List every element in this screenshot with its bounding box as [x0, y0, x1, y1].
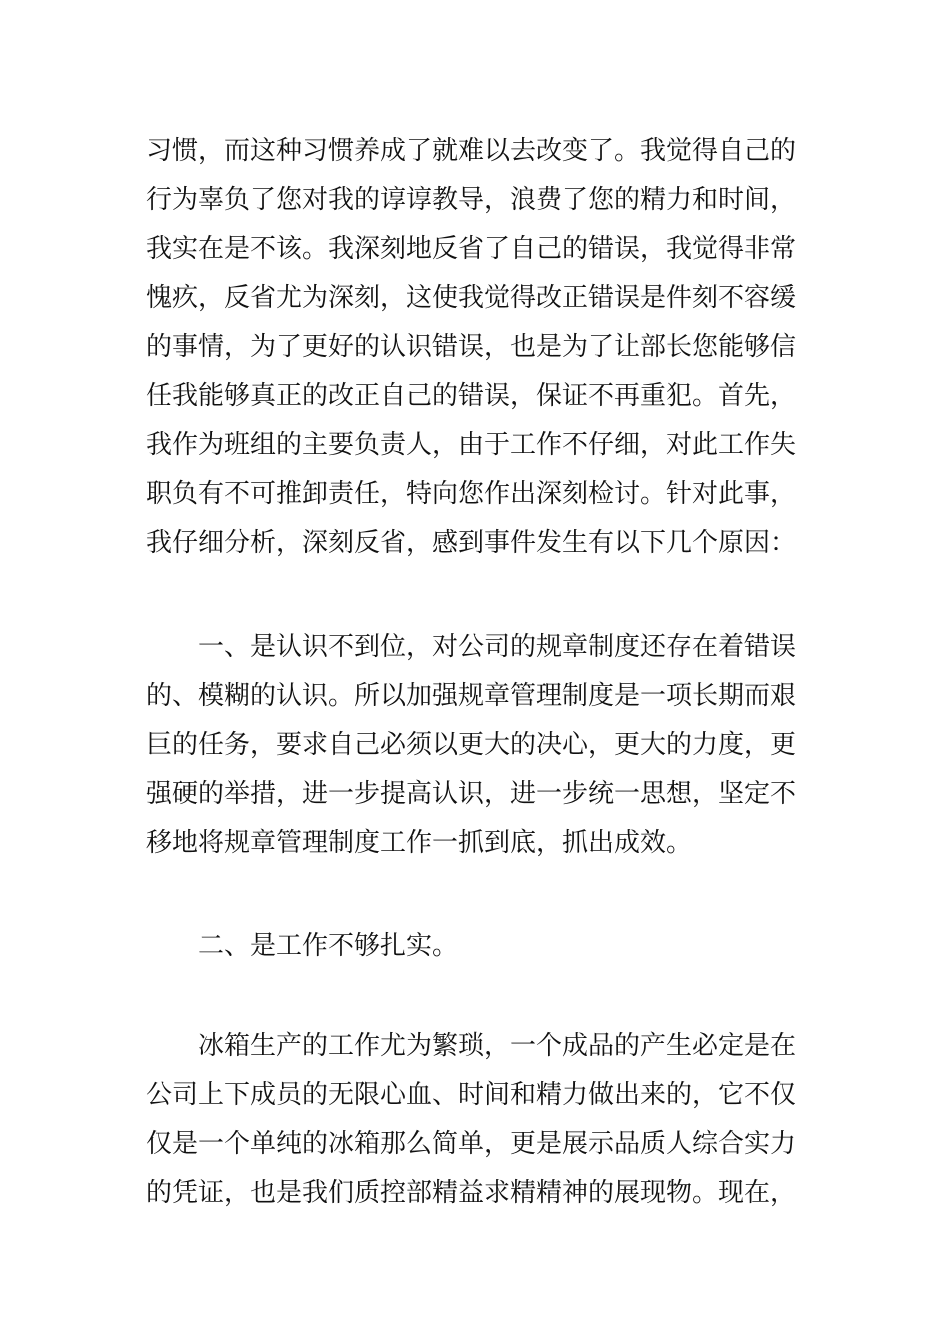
- paragraph-reason-two: [146, 922, 806, 971]
- text-line: 习惯，而这种习惯养成了就难以去改变了。我觉得自己的: [146, 136, 797, 166]
- paragraph-fridge-production: [146, 1022, 806, 1218]
- text-line: 我作为班组的主要负责人，由于工作不仔细，对此工作失: [146, 430, 797, 460]
- paragraph-habit-reflection: [146, 127, 806, 568]
- text-line: 冰箱生产的工作尤为繁琐，一个成品的产生必定是在: [198, 1031, 797, 1061]
- text-line: 仅是一个单纯的冰箱那么简单，更是展示品质人综合实力: [146, 1129, 797, 1159]
- text-line: 一、是认识不到位，对公司的规章制度还存在着错误: [198, 632, 797, 662]
- text-line: 我仔细分析，深刻反省，感到事件发生有以下几个原因：: [146, 528, 797, 558]
- text-line: 我实在是不该。我深刻地反省了自己的错误，我觉得非常: [146, 234, 797, 264]
- text-line: 巨的任务，要求自己必须以更大的决心，更大的力度，更: [146, 730, 797, 760]
- text-line: 的凭证，也是我们质控部精益求精精神的展现物。现在，: [146, 1178, 797, 1208]
- text-line: 公司上下成员的无限心血、时间和精力做出来的，它不仅: [146, 1080, 797, 1110]
- text-line: 移地将规章管理制度工作一抓到底，抓出成效。: [146, 828, 693, 858]
- paragraph-reason-one: [146, 623, 806, 868]
- text-line: 任我能够真正的改正自己的错误，保证不再重犯。首先，: [146, 381, 797, 411]
- text-line: 行为辜负了您对我的谆谆教导，浪费了您的精力和时间，: [146, 185, 797, 215]
- text-line: 二、是工作不够扎实。: [198, 931, 459, 961]
- text-line: 愧疚，反省尤为深刻，这使我觉得改正错误是件刻不容缓: [146, 283, 797, 313]
- text-line: 职负有不可推卸责任，特向您作出深刻检讨。针对此事，: [146, 479, 797, 509]
- text-line: 的事情，为了更好的认识错误，也是为了让部长您能够信: [146, 332, 797, 362]
- text-line: 的、模糊的认识。所以加强规章管理制度是一项长期而艰: [146, 681, 797, 711]
- text-line: 强硬的举措，进一步提高认识，进一步统一思想，坚定不: [146, 779, 797, 809]
